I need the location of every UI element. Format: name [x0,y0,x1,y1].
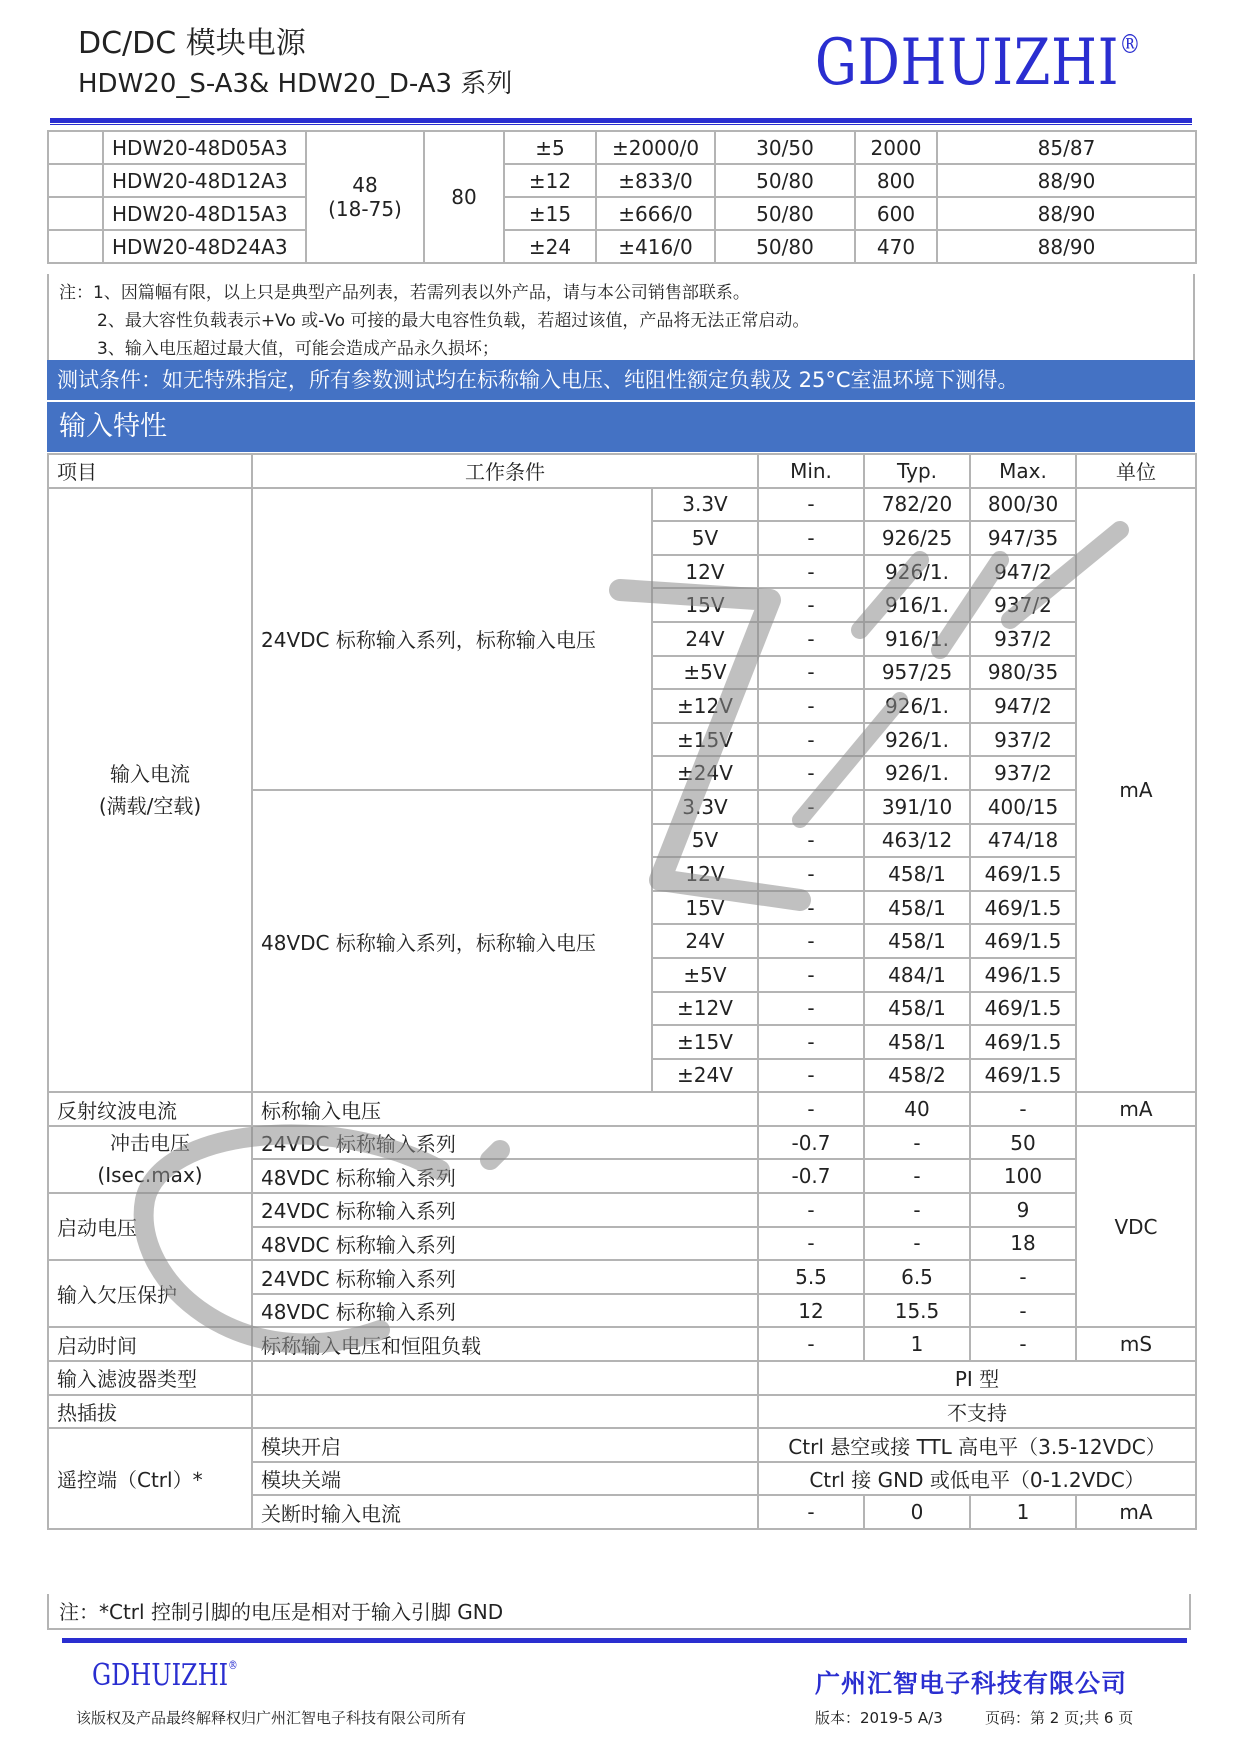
min-cell: - [758,824,864,858]
ripple-cell: 50/80 [715,230,855,263]
max-cell: 947/35 [970,521,1076,555]
min-cell: - [758,992,864,1026]
max-cell: 800/30 [970,488,1076,522]
typ-cell: - [864,1193,970,1227]
footer-company: 广州汇智电子科技有限公司 [815,1669,1128,1698]
table-row [48,1193,1196,1227]
blank-cell [252,1361,758,1395]
model-cell: HDW20-48D24A3 [103,230,306,263]
header-unit: 单位 [1076,454,1196,488]
vout-cell: ±15 [504,197,596,230]
table-row [48,1361,1196,1395]
unit-cell: mA [1076,1495,1196,1529]
voltage-cell: ±12V [652,689,758,723]
footer-page-number: 页码：第 2 页;共 6 页 [985,1709,1134,1727]
typ-cell: 926/25 [864,521,970,555]
test-condition-bar: 测试条件：如无特殊指定，所有参数测试均在标称输入电压、纯阻性额定负载及 25°C室温环境下测得。 [47,360,1195,400]
min-cell: - [758,622,864,656]
typ-cell: 458/1 [864,857,970,891]
max-cell: 937/2 [970,756,1076,790]
footer-copyright: 该版权及产品最终解释权归广州汇智电子科技有限公司所有 [76,1709,467,1727]
vout-cell: ±12 [504,164,596,197]
condition-cell: 48VDC 标称输入系列 [252,1227,758,1261]
blank-cell [252,1395,758,1429]
header-typ: Typ. [864,454,970,488]
table-row [48,1126,1196,1160]
typ-cell: 0 [864,1495,970,1529]
cap-cell: 2000 [855,131,937,164]
cap-cell: 470 [855,230,937,263]
max-cell: 947/2 [970,555,1076,589]
blank-cell [48,164,103,197]
uvp-label: 输入欠压保护 [48,1260,252,1327]
max-cell: 980/35 [970,656,1076,690]
iout-cell: ±416/0 [596,230,715,263]
min-cell: - [758,924,864,958]
min-cell: - [758,1327,864,1361]
voltage-cell: 15V [652,588,758,622]
doc-series: HDW20_S-A3& HDW20_D-A3 系列 [78,69,513,99]
min-cell: - [758,1495,864,1529]
table-row [48,131,1196,164]
min-cell: - [758,689,864,723]
ripple-cell: 50/80 [715,164,855,197]
table-row [48,1428,1196,1462]
blank-cell [48,230,103,263]
typ-cell: 6.5 [864,1260,970,1294]
max-cell: 1 [970,1495,1076,1529]
condition-cell: 24VDC 标称输入系列 [252,1260,758,1294]
table-header-row [48,454,1196,488]
header-rule [50,118,1192,123]
voltage-cell: ±24V [652,756,758,790]
table-row [48,164,1196,197]
voltage-cell: 24V [652,924,758,958]
remote-on-value: Ctrl 悬空或接 TTL 高电平（3.5-12VDC） [758,1428,1196,1462]
section-title: 输入特性 [47,402,1195,452]
typ-cell: 458/1 [864,1025,970,1059]
ripple-condition: 标称输入电压 [252,1092,758,1126]
header-min: Min. [758,454,864,488]
max-cell: 937/2 [970,622,1076,656]
footer-version: 版本：2019-5 A/3 [815,1709,943,1727]
voltage-cell: 5V [652,521,758,555]
condition-cell: 24VDC 标称输入系列 [252,1193,758,1227]
voltage-cell: ±24V [652,1059,758,1093]
max-cell: 474/18 [970,824,1076,858]
max-cell: 50 [970,1126,1076,1160]
min-cell: -0.7 [758,1126,864,1160]
product-table [47,130,1197,264]
typ-cell: 458/1 [864,924,970,958]
model-cell: HDW20-48D15A3 [103,197,306,230]
max-cell: 947/2 [970,689,1076,723]
unit-cell: mA [1076,1092,1196,1126]
condition-cell: 48VDC 标称输入系列 [252,1294,758,1328]
typ-cell: - [864,1227,970,1261]
footer-brand-logo [92,1658,238,1693]
ripple-cell: 30/50 [715,131,855,164]
max-cell: 469/1.5 [970,891,1076,925]
vout-cell: ±24 [504,230,596,263]
max-cell: 469/1.5 [970,1025,1076,1059]
min-cell: - [758,958,864,992]
remote-label: 遥控端（Ctrl）* [48,1428,252,1529]
table-row [48,230,1196,263]
condition-cell: 标称输入电压和恒阻负载 [252,1327,758,1361]
group-48v-condition: 48VDC 标称输入系列，标称输入电压 [252,790,652,1092]
max-cell: 18 [970,1227,1076,1261]
typ-cell: 926/1. [864,756,970,790]
max-cell: 469/1.5 [970,992,1076,1026]
min-cell: - [758,723,864,757]
typ-cell: 1 [864,1327,970,1361]
cap-cell: 800 [855,164,937,197]
typ-cell: 926/1. [864,555,970,589]
voltage-cell: ±15V [652,1025,758,1059]
vin-cell [306,131,424,263]
model-cell: HDW20-48D05A3 [103,131,306,164]
typ-cell: 40 [864,1092,970,1126]
typ-cell: 926/1. [864,723,970,757]
brand-logo [815,26,1141,100]
filter-value: PI 型 [758,1361,1196,1395]
brand-registered-mark: ® [1119,30,1142,60]
eff-cell: 88/90 [937,164,1196,197]
condition-cell: 模块关端 [252,1462,758,1496]
vout-cell: ±5 [504,131,596,164]
max-cell: 937/2 [970,723,1076,757]
iout-cell: ±833/0 [596,164,715,197]
hotplug-label: 热插拔 [48,1395,252,1429]
voltage-cell: 12V [652,857,758,891]
footer-brand-name: GDHUIZHI [92,1658,229,1693]
typ-cell: 458/1 [864,891,970,925]
power-cell: 80 [424,131,504,263]
typ-cell: 957/25 [864,656,970,690]
footer-registered-mark: ® [228,1658,238,1672]
blank-cell [48,131,103,164]
max-cell: 496/1.5 [970,958,1076,992]
document-header [78,24,512,104]
voltage-cell: 3.3V [652,790,758,824]
input-spec-table [47,453,1197,1530]
min-cell: - [758,756,864,790]
note-1: 注：1、因篇幅有限，以上只是典型产品列表，若需列表以外产品，请与本公司销售部联系。 [59,283,750,303]
min-cell: -0.7 [758,1159,864,1193]
max-cell: - [970,1260,1076,1294]
item-label: 冲击电压 [110,1131,190,1156]
vin-nominal: 48 [352,173,378,197]
input-current-unit: mA [1076,488,1196,1093]
max-cell: 469/1.5 [970,1059,1076,1093]
ripple-label: 反射纹波电流 [48,1092,252,1126]
min-cell: - [758,1227,864,1261]
startup-voltage-label: 启动电压 [48,1193,252,1260]
typ-cell: 916/1. [864,588,970,622]
table-row [48,1395,1196,1429]
product-notes [47,274,1195,362]
iout-cell: ±666/0 [596,197,715,230]
doc-title: DC/DC 模块电源 [78,26,306,61]
header-rule-thin [50,124,1192,125]
eff-cell: 88/90 [937,230,1196,263]
max-cell: 100 [970,1159,1076,1193]
voltage-cell: 12V [652,555,758,589]
max-cell: 469/1.5 [970,924,1076,958]
typ-cell: 484/1 [864,958,970,992]
table-row [48,1260,1196,1294]
min-cell: 5.5 [758,1260,864,1294]
typ-cell: 916/1. [864,622,970,656]
voltage-cell: ±5V [652,656,758,690]
typ-cell: 463/12 [864,824,970,858]
header-item: 项目 [48,454,252,488]
brand-name: GDHUIZHI [815,26,1120,100]
startup-time-label: 启动时间 [48,1327,252,1361]
voltage-cell: ±5V [652,958,758,992]
min-cell: - [758,1025,864,1059]
condition-cell: 24VDC 标称输入系列 [252,1126,758,1160]
min-cell: - [758,1193,864,1227]
vin-range: (18-75) [328,197,402,221]
filter-label: 输入滤波器类型 [48,1361,252,1395]
footer-rule [62,1638,1187,1643]
table-row [48,1092,1196,1126]
max-cell: 400/15 [970,790,1076,824]
max-cell: - [970,1092,1076,1126]
ctrl-note: 注：*Ctrl 控制引脚的电压是相对于输入引脚 GND [47,1594,1191,1630]
max-cell: 469/1.5 [970,857,1076,891]
min-cell: - [758,1059,864,1093]
max-cell: - [970,1327,1076,1361]
table-row [48,197,1196,230]
voltage-cell: ±12V [652,992,758,1026]
table-row [48,488,1196,522]
typ-cell: - [864,1159,970,1193]
typ-cell: 458/2 [864,1059,970,1093]
header-condition: 工作条件 [252,454,758,488]
max-cell: 937/2 [970,588,1076,622]
voltage-cell: 3.3V [652,488,758,522]
min-cell: - [758,1092,864,1126]
min-cell: 12 [758,1294,864,1328]
min-cell: - [758,555,864,589]
table-row [48,1327,1196,1361]
voltage-cell: 15V [652,891,758,925]
remote-off-value: Ctrl 接 GND 或低电平（0-1.2VDC） [758,1462,1196,1496]
typ-cell: 391/10 [864,790,970,824]
typ-cell: 15.5 [864,1294,970,1328]
note-2: 2、最大容性负载表示+Vo 或-Vo 可接的最大电容性负载，若超过该值，产品将无法正常启动。 [97,311,810,331]
typ-cell: 926/1. [864,689,970,723]
typ-cell: 458/1 [864,992,970,1026]
condition-cell: 48VDC 标称输入系列 [252,1159,758,1193]
voltage-cell: 5V [652,824,758,858]
eff-cell: 85/87 [937,131,1196,164]
condition-cell: 关断时输入电流 [252,1495,758,1529]
item-label: 输入电流 [110,761,190,786]
model-cell: HDW20-48D12A3 [103,164,306,197]
item-sublabel: (Isec.max) [97,1163,203,1188]
voltage-cell: ±15V [652,723,758,757]
min-cell: - [758,891,864,925]
min-cell: - [758,857,864,891]
group-24v-condition: 24VDC 标称输入系列，标称输入电压 [252,488,652,790]
hotplug-value: 不支持 [758,1395,1196,1429]
eff-cell: 88/90 [937,197,1196,230]
min-cell: - [758,488,864,522]
unit-cell: mS [1076,1327,1196,1361]
vdc-unit: VDC [1076,1126,1196,1328]
typ-cell: 782/20 [864,488,970,522]
header-max: Max. [970,454,1076,488]
min-cell: - [758,588,864,622]
note-3: 3、输入电压超过最大值，可能会造成产品永久损坏； [97,339,499,359]
max-cell: - [970,1294,1076,1328]
max-cell: 9 [970,1193,1076,1227]
input-current-label [48,488,252,1093]
typ-cell: - [864,1126,970,1160]
min-cell: - [758,656,864,690]
cap-cell: 600 [855,197,937,230]
blank-cell [48,197,103,230]
min-cell: - [758,790,864,824]
min-cell: - [758,521,864,555]
condition-cell: 模块开启 [252,1428,758,1462]
voltage-cell: 24V [652,622,758,656]
surge-label [48,1126,252,1193]
iout-cell: ±2000/0 [596,131,715,164]
ripple-cell: 50/80 [715,197,855,230]
item-sublabel: (满载/空载) [98,793,202,818]
